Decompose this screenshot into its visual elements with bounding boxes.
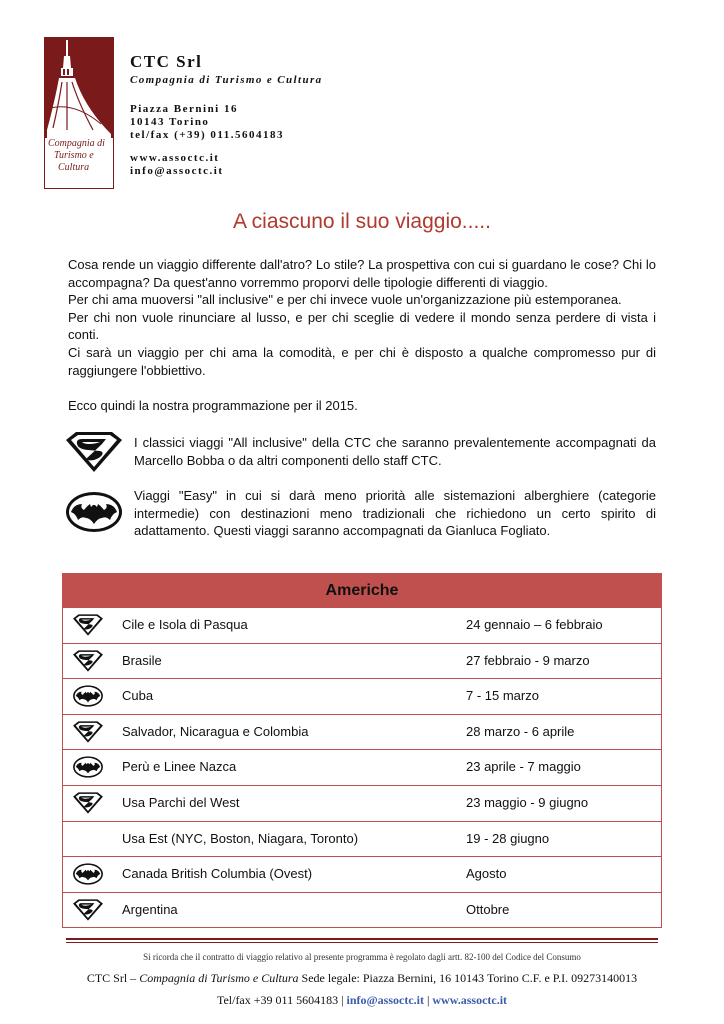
superman-icon: [72, 647, 104, 675]
dates-cell: 24 gennaio – 6 febbraio: [466, 617, 603, 632]
dates-cell: 7 - 15 marzo: [466, 688, 539, 704]
table-row: [63, 785, 661, 821]
website-link[interactable]: www.assoctc.it: [130, 152, 220, 164]
legend-superman-text: I classici viaggi "All inclusive" della CTC che saranno prevalentemente accompagnati da Marcello Bobba o da altri componenti dello staff CTC.: [134, 435, 656, 468]
address-line: tel/fax (+39) 011.5604183: [130, 129, 285, 141]
table-row: [63, 821, 661, 857]
company-tagline: Compagnia di Turismo e Cultura: [130, 74, 323, 86]
footer-company: [0, 971, 724, 986]
footer-company-prefix: CTC Srl –: [86, 971, 140, 985]
address-line: 10143 Torino: [130, 116, 210, 128]
footer-contacts: [0, 993, 724, 1008]
company-address: [130, 103, 323, 142]
destination-cell: Cuba: [122, 688, 154, 704]
superman-icon: [72, 718, 104, 746]
itinerary-table: [62, 573, 662, 928]
intro-paragraph: Per chi non vuole rinunciare al lusso, e per chi sceglie di vedere il mondo senza perdere di vista i conti.: [68, 309, 656, 343]
dates-cell: Agosto: [466, 866, 507, 882]
address-line: Piazza Bernini 16: [130, 103, 238, 115]
destination-cell: Canada British Columbia (Ovest): [122, 866, 313, 882]
intro-paragraph: Ci sarà un viaggio per chi ama la comodità, e per chi è disposto a qualche compromesso pur di raggiungere l'obbiettivo.: [68, 344, 656, 378]
mole-antonelliana-icon: [45, 38, 113, 138]
company-logo: [44, 37, 114, 189]
intro-text: [68, 256, 656, 414]
destination-cell: Usa Est (NYC, Boston, Niagara, Toronto): [122, 830, 359, 846]
dates-cell: 27 febbraio - 9 marzo: [466, 652, 590, 668]
footer-divider: [66, 938, 658, 940]
table-row: [63, 856, 661, 892]
footer-company-tagline: Compagnia di Turismo e Cultura: [139, 971, 299, 985]
dates-cell: 23 aprile - 7 maggio: [466, 759, 581, 775]
table-heading: Americhe: [63, 574, 661, 607]
footer-divider: [66, 942, 658, 943]
footer-email-link[interactable]: info@assoctc.it: [346, 993, 424, 1007]
table-row: [63, 749, 661, 785]
company-name: CTC Srl: [130, 52, 203, 71]
intro-paragraph: Per chi ama muoversi "all inclusive" e per chi invece vuole un'organizzazione più estemporanea.: [68, 292, 622, 308]
logo-text-line: Compagnia di: [48, 138, 105, 149]
superman-icon: [72, 789, 104, 817]
dates-cell: 23 maggio - 9 giugno: [466, 794, 589, 810]
destination-cell: Usa Parchi del West: [122, 794, 240, 810]
dates-cell: 19 - 28 giugno: [466, 830, 550, 846]
table-row: [63, 892, 661, 928]
company-header: [130, 52, 323, 178]
destination-cell: Perù e Linee Nazca: [122, 759, 237, 775]
table-body: [63, 607, 661, 927]
logo-text-line: Turismo e: [54, 150, 94, 161]
destination-cell: Brasile: [122, 652, 162, 668]
batman-icon: [72, 860, 104, 888]
email-link[interactable]: info@assoctc.it: [130, 165, 224, 177]
superman-icon: [72, 896, 104, 924]
superman-icon: [72, 611, 104, 639]
destination-cell: Cile e Isola di Pasqua: [122, 617, 248, 632]
destination-cell: Salvador, Nicaragua e Colombia: [122, 723, 309, 739]
superman-icon: [64, 430, 124, 478]
table-row: [63, 678, 661, 714]
footer-separator: |: [423, 993, 433, 1007]
page-title: A ciascuno il suo viaggio.....: [233, 210, 491, 233]
batman-icon: [64, 490, 124, 538]
footer-note: Si ricorda che il contratto di viaggio relativo al presente programma è regolato dagli artt. 82-100 del Codice del Consumo: [143, 952, 581, 962]
footer-website-link[interactable]: www.assoctc.it: [432, 993, 508, 1007]
destination-cell: Argentina: [122, 901, 178, 917]
table-row: [63, 643, 661, 679]
table-row: [63, 714, 661, 750]
empty-icon-cell: [72, 825, 104, 853]
intro-paragraph: Ecco quindi la nostra programmazione per il 2015.: [68, 397, 358, 413]
batman-icon: [72, 753, 104, 781]
intro-paragraph: Cosa rende un viaggio differente dall'atro? Lo stile? La prospettiva con cui si guardano le cose? Chi lo accompagna? Da quest'anno vorremmo proporvi delle tipologie differenti di viaggio.: [68, 257, 656, 290]
logo-text-line: Cultura: [58, 162, 90, 173]
table-row: [63, 607, 661, 643]
batman-icon: [72, 682, 104, 710]
company-contacts: [130, 152, 323, 178]
footer-phone: Tel/fax +39 011 5604183 |: [216, 993, 347, 1007]
dates-cell: 28 marzo - 6 aprile: [466, 723, 575, 739]
footer-company-address: Sede legale: Piazza Bernini, 16 10143 Torino C.F. e P.I. 09273140013: [298, 971, 638, 985]
legend-batman-text: Viaggi "Easy" in cui si darà meno priorità alle sistemazioni alberghiere (categorie intermedie) con destinazioni meno tradizionali che richiedono un certo spirito di adattamento. Questi viaggi saranno accompagnati da Gianluca Fogliato.: [134, 488, 656, 539]
dates-cell: Ottobre: [466, 901, 510, 917]
